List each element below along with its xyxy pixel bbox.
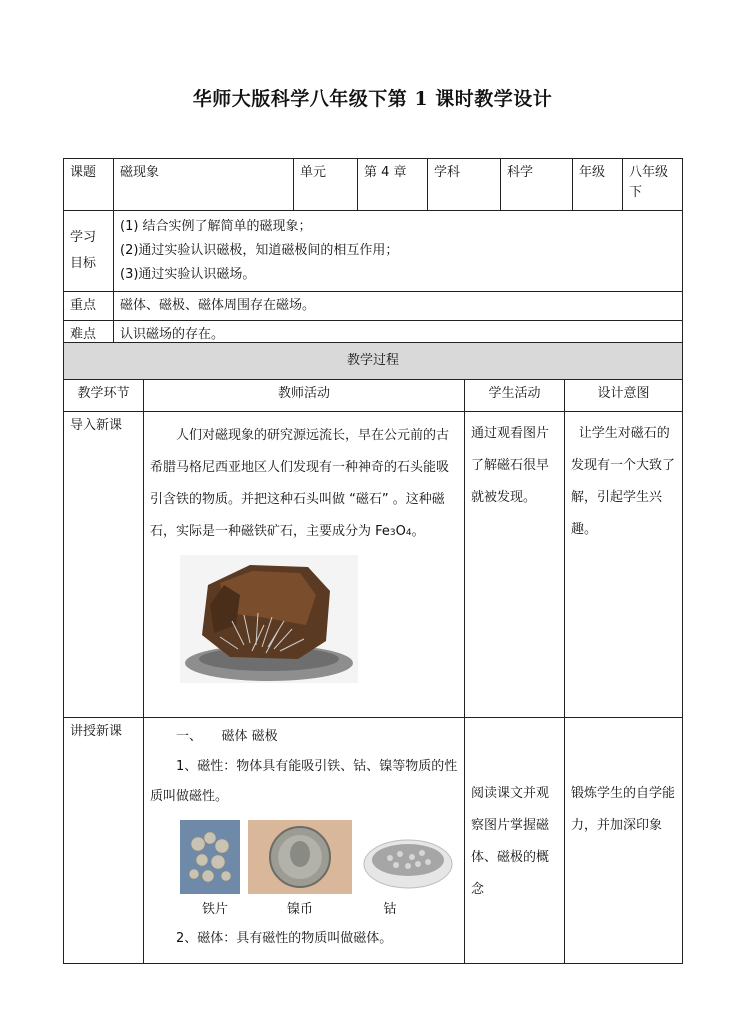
lecture-intent-text: 锻炼学生的自学能力，并加深印象 [571,786,676,833]
formula-end: 。 [411,524,425,539]
intro-student-text: 通过观看图片了解磁石很早就被发现。 [471,426,550,505]
iron-pieces-photo [180,820,240,894]
subject-value: 科学 [501,159,573,211]
section-heading: 一、 磁体 磁极 [176,729,278,744]
formula-element: O [395,524,406,539]
nickel-coin-photo [248,820,352,894]
difficult-point-text: 认识磁场的存在。 [114,321,683,350]
intro-stage: 导入新课 [64,412,144,718]
column-header: 教师活动 [144,380,465,412]
intro-student-activity [465,412,565,718]
formula-subscript: 3 [389,528,396,538]
column-header: 教学环节 [64,380,144,412]
caption-iron: 铁片 [201,902,228,917]
grade-value: 八年级下 [623,159,683,211]
process-table [63,342,682,964]
lecture-design-intent [565,718,683,964]
intro-teacher-paragraph: 人们对磁现象的研究源远流长，早在公元前的古希腊马格尼西亚地区人们发现有一种神奇的石头能吸引含铁的物质。并把这种石头叫做 “磁石” 。这种磁石，实际是一种磁铁矿石，主要成分为 Fe [150,428,450,539]
grade-label: 年级 [573,159,623,211]
info-table [63,158,682,350]
unit-label: 单元 [294,159,358,211]
material-photos [180,820,458,894]
key-point-label: 重点 [64,292,114,321]
caption-cobalt: 钴 [383,902,397,917]
difficult-point-label: 难点 [64,321,114,350]
unit-value: 第 4 章 [358,159,428,211]
objective-item: (1) 结合实例了解简单的磁现象； [120,219,312,234]
formula-subscript: 4 [405,528,412,538]
intro-design-intent [565,412,683,718]
magnetism-definition: 1、磁性：物体具有能吸引铁、钴、镍等物质的性质叫做磁性。 [150,759,458,804]
material-captions [150,900,458,920]
objective-item: (3)通过实验认识磁场。 [120,267,256,282]
topic-label: 课题 [64,159,114,211]
magnetite-photo [180,555,358,683]
subject-label: 学科 [428,159,501,211]
intro-teacher-activity [144,412,465,718]
objective-item: (2)通过实验认识磁极，知道磁极间的相互作用； [120,243,399,258]
lecture-student-activity [465,718,565,964]
objectives-label-line1: 学习 [70,230,97,245]
key-point-text: 磁体、磁极、磁体周围存在磁场。 [114,292,683,321]
intro-intent-text: 让学生对磁石的发现有一个大致了解，引起学生兴趣。 [571,426,676,537]
magnet-definition: 2、磁体：具有磁性的物质叫做磁体。 [176,931,393,946]
lecture-stage: 讲授新课 [64,718,144,964]
objectives-label-line2: 目标 [70,256,97,271]
process-header: 教学过程 [64,343,683,380]
objectives-label [64,211,114,292]
objectives-list [114,211,683,292]
cobalt-photo [360,824,456,894]
intro-teacher-text [150,420,458,549]
lecture-teacher-activity [144,718,465,964]
page-title: 华师大版科学八年级下第 1 课时教学设计 [192,88,553,110]
column-header: 设计意图 [565,380,683,412]
topic-value: 磁现象 [114,159,294,211]
lecture-student-text: 阅读课文并观察图片掌握磁体、磁极的概念 [471,786,550,897]
caption-nickel-coin: 镍币 [286,902,313,917]
column-header: 学生活动 [465,380,565,412]
